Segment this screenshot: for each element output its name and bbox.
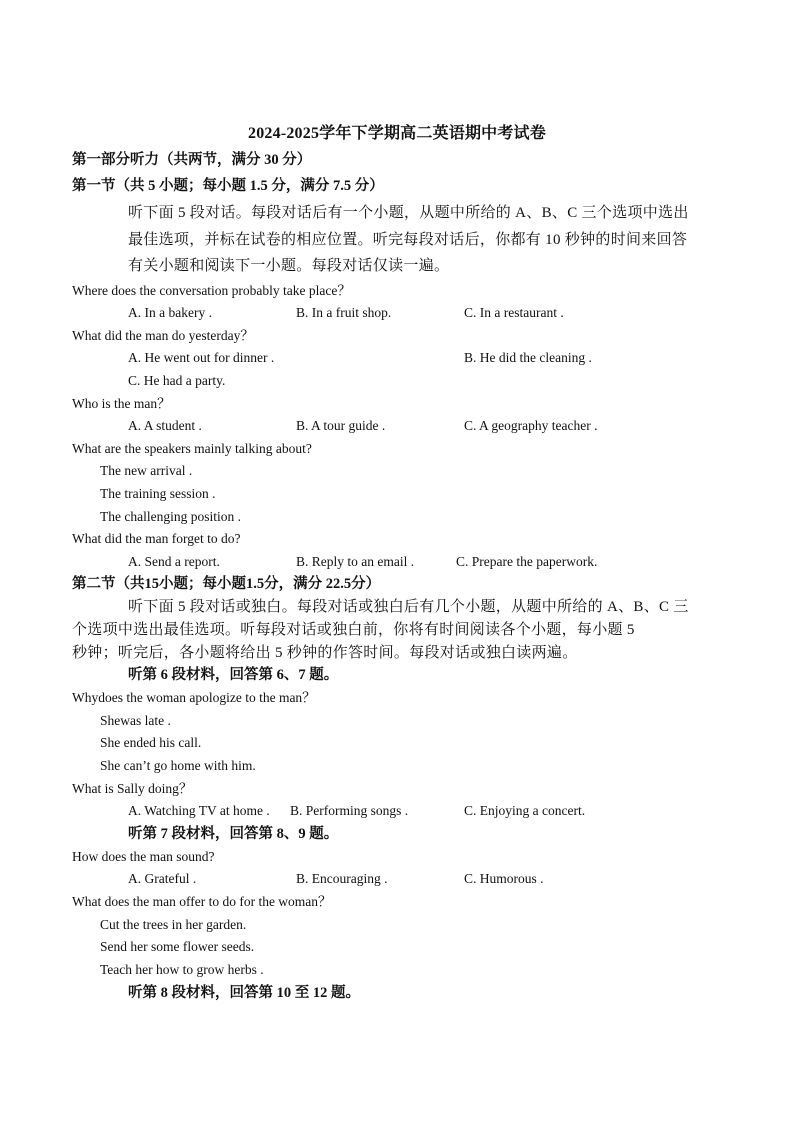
- option-a: The new arrival .: [100, 463, 193, 478]
- material-8-heading: 听第 8 段材料，回答第 10 至 12 题。: [128, 985, 360, 1001]
- option-a: A. A student .: [128, 418, 202, 433]
- question-9: What does the man offer to do for the woman？: [72, 894, 332, 909]
- question-3: Who is the man？: [72, 396, 171, 411]
- option-a: A. Send a report.: [128, 554, 220, 569]
- question-5: What did the man forget to do?: [72, 531, 241, 546]
- question-8: How does the man sound?: [72, 849, 215, 864]
- question-2: What did the man do yesterday？: [72, 328, 254, 343]
- material-7-heading: 听第 7 段材料，回答第 8、9 题。: [128, 826, 339, 842]
- option-b: B. He did the cleaning .: [464, 350, 592, 365]
- option-c: The challenging position .: [100, 509, 241, 524]
- part1-heading: 第一部分听力（共两节，满分 30 分）: [72, 152, 312, 168]
- material-6-heading: 听第 6 段材料，回答第 6、7 题。: [128, 667, 339, 683]
- section1-instruction-line: 有关小题和阅读下一小题。每段对话仅读一遍。: [128, 258, 450, 274]
- section1-heading: 第一节（共 5 小题；每小题 1.5 分，满分 7.5 分）: [72, 178, 384, 194]
- section1-instruction-line: 最佳选项，并标在试卷的相应位置。听完每段对话后，你都有 10 秒钟的时间来回答: [128, 232, 688, 248]
- option-b: B. A tour guide .: [296, 418, 386, 433]
- option-c: Teach her how to grow herbs .: [100, 962, 264, 977]
- section2-heading: 第二节（共15小题；每小题1.5分，满分 22.5分）: [72, 576, 381, 592]
- option-c: C. Humorous .: [464, 871, 544, 886]
- option-c: C. A geography teacher .: [464, 418, 598, 433]
- option-a: A. He went out for dinner .: [128, 350, 275, 365]
- option-b: Send her some flower seeds.: [100, 939, 255, 954]
- question-7: What is Sally doing？: [72, 781, 193, 796]
- option-a: A. Grateful .: [128, 871, 197, 886]
- option-b: B. Reply to an email .: [296, 554, 415, 569]
- section2-instruction-line: 听下面 5 段对话或独白。每段对话或独白后有几个小题，从题中所给的 A、B、C 三: [128, 599, 689, 615]
- exam-title: 2024-2025学年下学期高二英语期中考试卷: [248, 125, 546, 142]
- option-c: C. Prepare the paperwork.: [456, 554, 598, 569]
- option-a: Cut the trees in her garden.: [100, 917, 247, 932]
- question-1: Where does the conversation probably take place？: [72, 283, 351, 298]
- option-b: B. Performing songs .: [290, 803, 409, 818]
- option-a: Shewas late .: [100, 713, 171, 728]
- option-c: C. In a restaurant .: [464, 305, 564, 320]
- option-b: B. Encouraging .: [296, 871, 388, 886]
- section2-instruction-line: 秒钟；听完后，各小题将给出 5 秒钟的作答时间。每段对话或独白读两遍。: [72, 645, 578, 661]
- option-c: C. Enjoying a concert.: [464, 803, 586, 818]
- question-6: Whydoes the woman apologize to the man？: [72, 690, 316, 705]
- question-4: What are the speakers mainly talking about?: [72, 441, 312, 456]
- option-c: She can’t go home with him.: [100, 758, 256, 773]
- section2-instruction-line: 个选项中选出最佳选项。听每段对话或独白前，你将有时间阅读各个小题，每小题 5: [72, 622, 635, 638]
- section1-instruction-line: 听下面 5 段对话。每段对话后有一个小题，从题中所给的 A、B、C 三个选项中选出: [128, 205, 689, 221]
- option-a: A. In a bakery .: [128, 305, 212, 320]
- option-b: B. In a fruit shop.: [296, 305, 392, 320]
- option-b: She ended his call.: [100, 735, 202, 750]
- option-a: A. Watching TV at home .: [128, 803, 270, 818]
- option-c: C. He had a party.: [128, 373, 226, 388]
- option-b: The training session .: [100, 486, 216, 501]
